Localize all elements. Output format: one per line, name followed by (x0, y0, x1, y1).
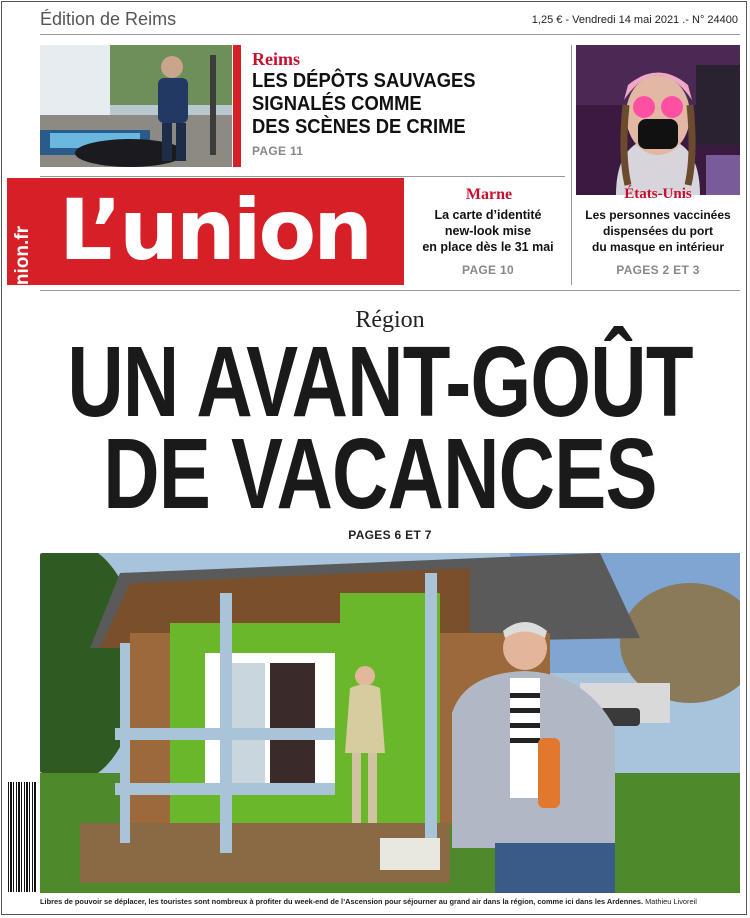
usa-headline (576, 207, 740, 255)
reims-kicker: Reims (252, 49, 300, 69)
marne-headline (408, 207, 568, 255)
marne-headline-line: en place dès le 31 mai (422, 240, 554, 254)
usa-headline-line: du masque en intérieur (591, 240, 725, 254)
reims-headline-line: LES DÉPÔTS SAUVAGES (252, 70, 476, 92)
main-headline (37, 326, 723, 530)
reims-headline (252, 70, 476, 139)
reims-bottom-rule (40, 176, 565, 177)
logo-block (7, 178, 404, 302)
dateline: 1,25 € - Vendredi 14 mai 2021 .- N° 24400 (531, 14, 738, 26)
barcode (8, 782, 36, 892)
marne-page-ref: PAGE 10 (462, 263, 514, 277)
main-photo (40, 553, 740, 893)
column-divider (571, 45, 572, 285)
edition-label: Édition de Reims (40, 9, 177, 29)
reims-headline-line: DES SCÈNES DE CRIME (252, 116, 466, 138)
marne-headline-line: La carte d’identité (434, 208, 542, 222)
photo-caption (40, 897, 697, 906)
main-headline-line: DE VACANCES (103, 418, 657, 530)
reims-red-bar (233, 45, 241, 167)
section-label: Région (355, 307, 425, 333)
usa-headline-line: Les personnes vaccinées (585, 208, 731, 222)
usa-kicker: États-Unis (624, 186, 692, 202)
masthead-bottom-rule (40, 290, 740, 291)
caption-text: Libres de pouvoir se déplacer, les touristes sont nombreux à profiter du week-end de l’Ascension pour séjourner au grand air dans la région, comme ici dans les Ardennes. (40, 897, 644, 906)
usa-page-ref: PAGES 2 ET 3 (616, 263, 700, 277)
marne-headline-line: new-look mise (444, 224, 532, 238)
photo-credit: Mathieu Livoreil (645, 897, 697, 906)
usa-headline-line: dispensées du port (602, 224, 714, 238)
header-rule (40, 34, 740, 35)
reims-headline-line: SIGNALÉS COMME (252, 93, 422, 115)
logo-text[interactable]: L’union (59, 181, 371, 279)
main-page-ref: PAGES 6 ET 7 (348, 528, 432, 542)
usa-teaser-photo (576, 45, 740, 195)
reims-teaser-photo (40, 45, 232, 167)
marne-kicker: Marne (465, 186, 513, 203)
side-url: lunion.fr (12, 226, 33, 302)
main-headline-line: UN AVANT-GOÛT (67, 326, 693, 438)
reims-page-ref: PAGE 11 (252, 144, 304, 158)
